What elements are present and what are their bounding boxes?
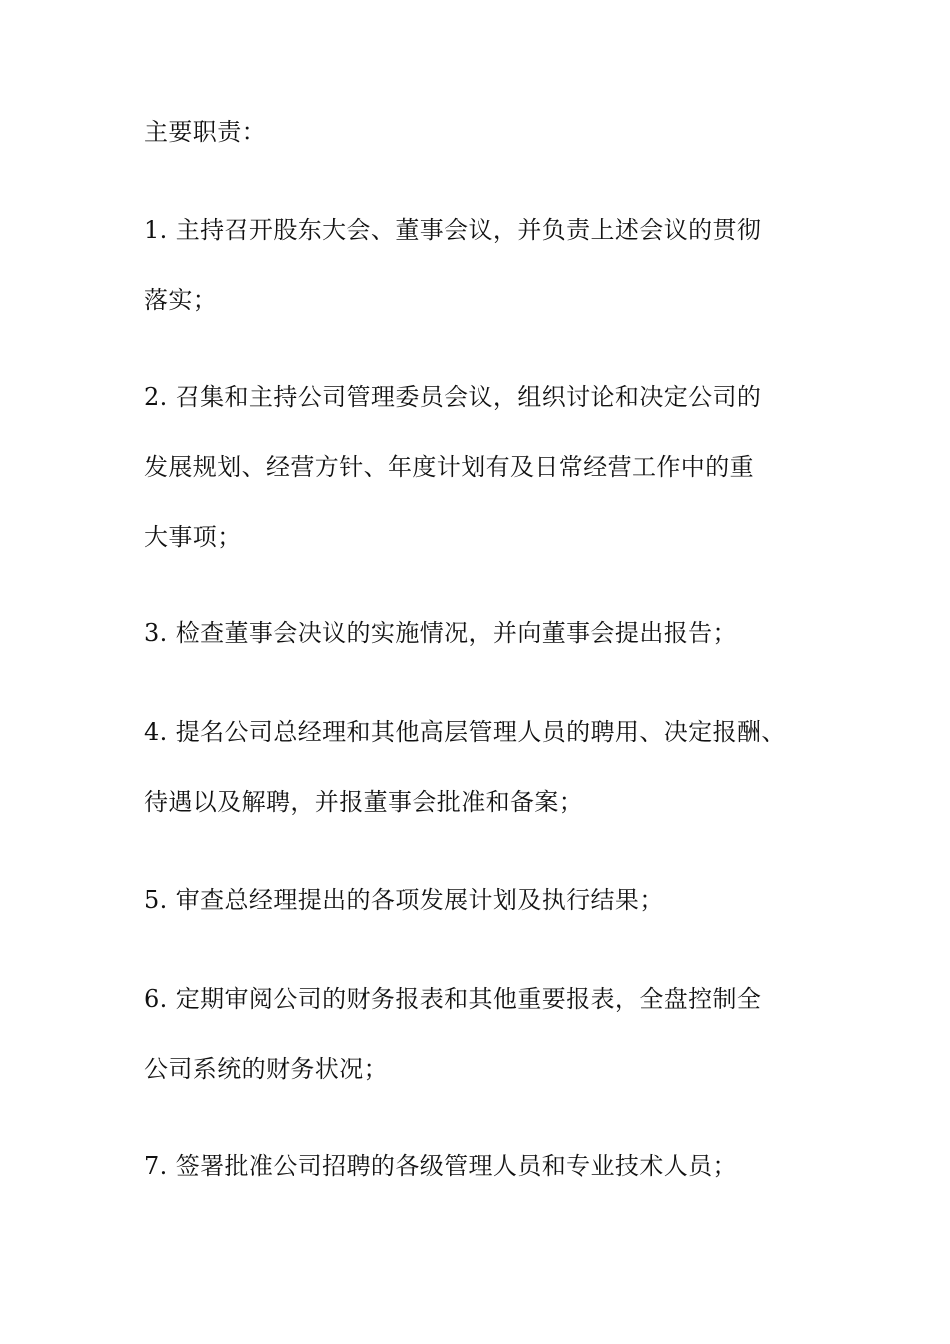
duty-2-line-1: 2. 召集和主持公司管理委员会议，组织讨论和决定公司的	[144, 383, 762, 411]
duty-6-line-2: 公司系统的财务状况；	[144, 1055, 388, 1083]
section-heading: 主要职责：	[144, 118, 266, 146]
duty-1-line-1: 1. 主持召开股东大会、董事会议，并负责上述会议的贯彻	[144, 216, 762, 244]
duty-2-line-2: 发展规划、经营方针、年度计划有及日常经营工作中的重	[144, 453, 754, 481]
duty-2-line-3: 大事项；	[144, 523, 242, 551]
duty-1-line-2: 落实；	[144, 286, 218, 314]
duty-7-line-1: 7. 签署批准公司招聘的各级管理人员和专业技术人员；	[144, 1152, 737, 1180]
duty-5-line-1: 5. 审查总经理提出的各项发展计划及执行结果；	[144, 886, 664, 914]
duty-4-line-1: 4. 提名公司总经理和其他高层管理人员的聘用、决定报酬、	[144, 718, 786, 746]
duty-3-line-1: 3. 检查董事会决议的实施情况，并向董事会提出报告；	[144, 619, 737, 647]
duty-4-line-2: 待遇以及解聘，并报董事会批准和备案；	[144, 788, 584, 816]
duty-6-line-1: 6. 定期审阅公司的财务报表和其他重要报表，全盘控制全	[144, 985, 762, 1013]
